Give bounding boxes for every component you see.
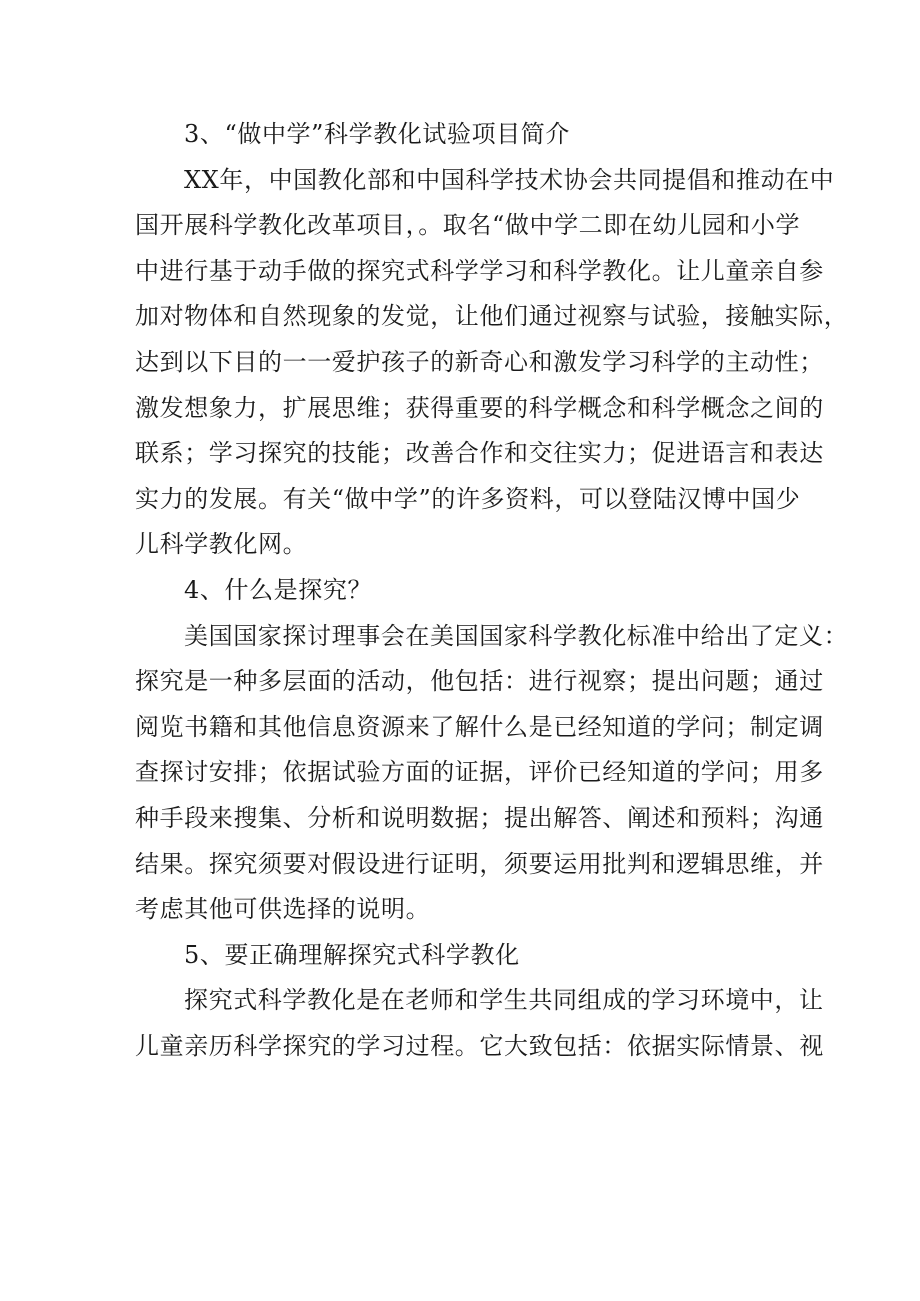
document-page	[135, 112, 849, 1069]
paragraph-line: 儿童亲历科学探究的学习过程。它大致包括：依据实际情景、视	[135, 1031, 824, 1060]
paragraph-line: 种手段来搜集、分析和说明数据；提出解答、阐述和预料；沟通	[135, 803, 824, 832]
paragraph-line: 查探讨安排；依据试验方面的证据，评价已经知道的学问；用多	[135, 758, 824, 787]
paragraph-line: 联系；学习探究的技能；改善合作和交往实力；促进语言和表达	[135, 439, 824, 468]
paragraph-line: 中进行基于动手做的探究式科学学习和科学教化。让儿童亲自参	[135, 256, 824, 285]
paragraph-line: 阅览书籍和其他信息资源来了解什么是已经知道的学问；制定调	[135, 712, 824, 741]
paragraph-line: 激发想象力，扩展思维；获得重要的科学概念和科学概念之间的	[135, 393, 824, 422]
paragraph-line: 探究是一种多层面的活动，他包括：进行视察；提出问题；通过	[135, 667, 824, 696]
section-heading: 5、要正确理解探究式科学教化	[184, 940, 520, 969]
paragraph-line: 实力的发展。有关“做中学”的许多资料，可以登陆汉博中国少	[135, 484, 801, 513]
paragraph-line: 美国国家探讨理事会在美国国家科学教化标准中给出了定义：	[184, 621, 849, 650]
paragraph-line: 达到以下目的一一爱护孩子的新奇心和激发学习科学的主动性；	[135, 347, 824, 376]
paragraph-line: 结果。探究须要对假设进行证明，须要运用批判和逻辑思维，并	[135, 849, 824, 878]
paragraph-line: 考虑其他可供选择的说明。	[135, 895, 431, 924]
paragraph-line: XX年，中国教化部和中国科学技术协会共同提倡和推动在中	[184, 165, 835, 194]
section-heading: 3、“做中学”科学教化试验项目简介	[184, 120, 571, 148]
section-heading: 4、什么是探究？	[184, 575, 373, 604]
paragraph-line: 国开展科学教化改革项目，。取名“做中学二即在幼儿园和小学	[135, 211, 801, 240]
paragraph-line: 探究式科学教化是在老师和学生共同组成的学习环境中，让	[184, 986, 824, 1015]
paragraph-line: 加对物体和自然现象的发觉，让他们通过视察与试验，接触实际，	[135, 302, 849, 331]
paragraph-line: 儿科学教化网。	[135, 530, 308, 559]
